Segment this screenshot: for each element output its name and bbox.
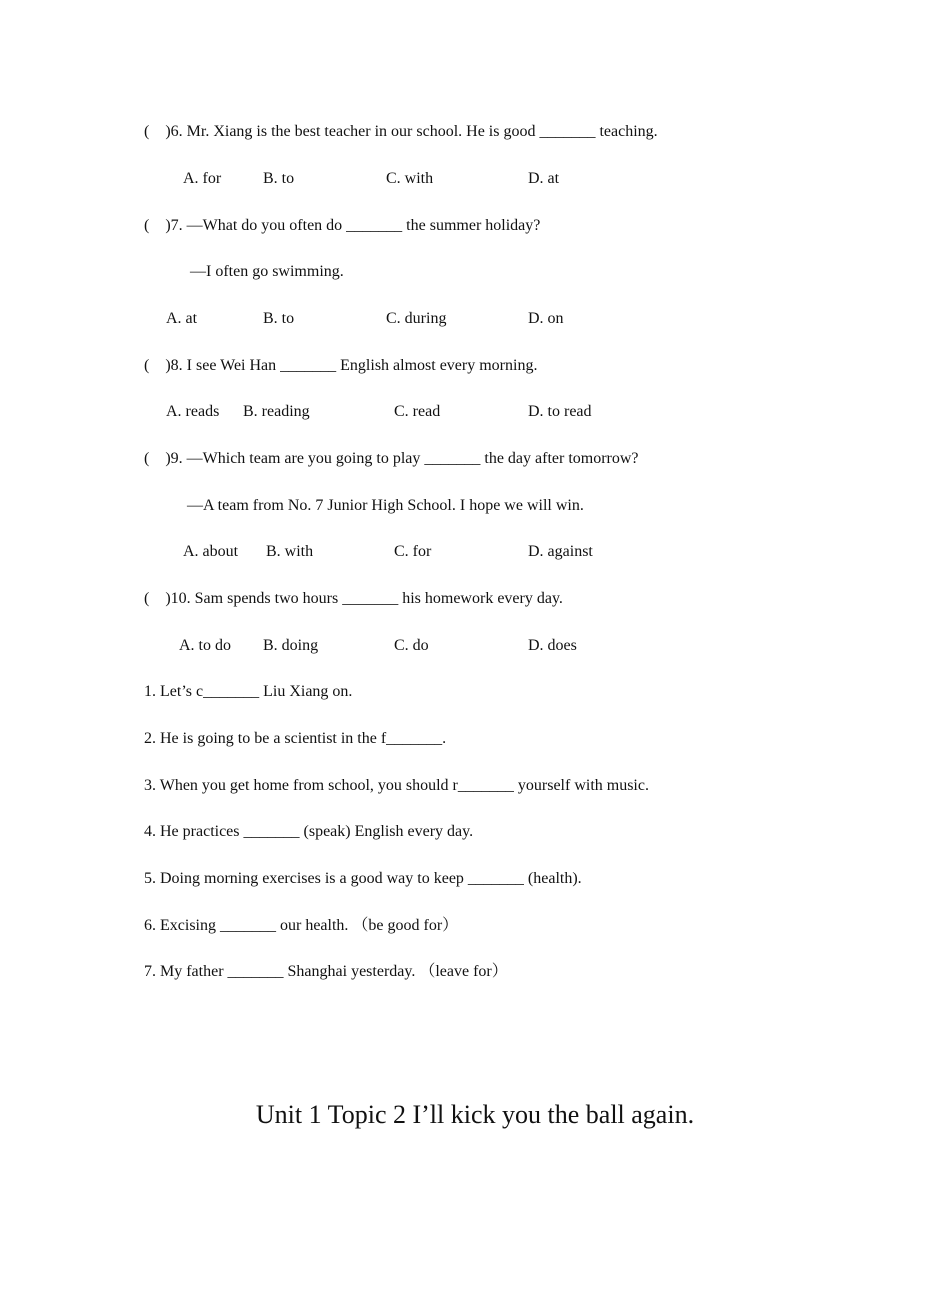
question-10-stem: ( )10. Sam spends two hours _______ his homework every day. — [144, 590, 563, 607]
question-6-option-a: A. for — [183, 170, 222, 187]
question-8-stem: ( )8. I see Wei Han _______ English almost every morning. — [144, 357, 538, 374]
question-6-option-c: C. with — [386, 170, 434, 187]
section-title: Unit 1 Topic 2 I’ll kick you the ball again. — [255, 1100, 695, 1129]
question-7-option-a: A. at — [166, 310, 198, 327]
question-6-option-b: B. to — [263, 170, 295, 187]
question-6-option-d: D. at — [528, 170, 560, 187]
question-10-option-b: B. doing — [263, 637, 319, 654]
fill-in-item-3: 3. When you get home from school, you should r_______ yourself with music. — [144, 777, 649, 794]
question-7-option-c: C. during — [386, 310, 447, 327]
question-9-stem: ( )9. —Which team are you going to play _______ the day after tomorrow? — [144, 450, 639, 467]
question-8-option-c: C. read — [394, 403, 441, 420]
fill-in-item-7: 7. My father _______ Shanghai yesterday. （leave for） — [144, 963, 508, 980]
question-9-option-d: D. against — [528, 543, 593, 560]
question-7-option-d: D. on — [528, 310, 564, 327]
question-10-option-d: D. does — [528, 637, 577, 654]
fill-in-item-4: 4. He practices _______ (speak) English every day. — [144, 823, 474, 840]
question-8-option-b: B. reading — [243, 403, 310, 420]
question-9-response: —A team from No. 7 Junior High School. I hope we will win. — [187, 497, 584, 514]
question-8-option-a: A. reads — [166, 403, 220, 420]
question-9-option-a: A. about — [183, 543, 239, 560]
question-7-stem: ( )7. —What do you often do _______ the summer holiday? — [144, 217, 541, 234]
question-6-stem: ( )6. Mr. Xiang is the best teacher in our school. He is good _______ teaching. — [144, 123, 658, 140]
question-9-option-b: B. with — [266, 543, 314, 560]
question-7-option-b: B. to — [263, 310, 295, 327]
fill-in-item-1: 1. Let’s c_______ Liu Xiang on. — [144, 683, 353, 700]
question-9-option-c: C. for — [394, 543, 432, 560]
fill-in-item-6: 6. Excising _______ our health. （be good for） — [144, 917, 459, 934]
question-10-option-a: A. to do — [179, 637, 231, 654]
fill-in-item-5: 5. Doing morning exercises is a good way to keep _______ (health). — [144, 870, 582, 887]
question-8-option-d: D. to read — [528, 403, 592, 420]
question-7-response: —I often go swimming. — [190, 263, 344, 280]
fill-in-item-2: 2. He is going to be a scientist in the f_______. — [144, 730, 447, 747]
question-10-option-c: C. do — [394, 637, 429, 654]
